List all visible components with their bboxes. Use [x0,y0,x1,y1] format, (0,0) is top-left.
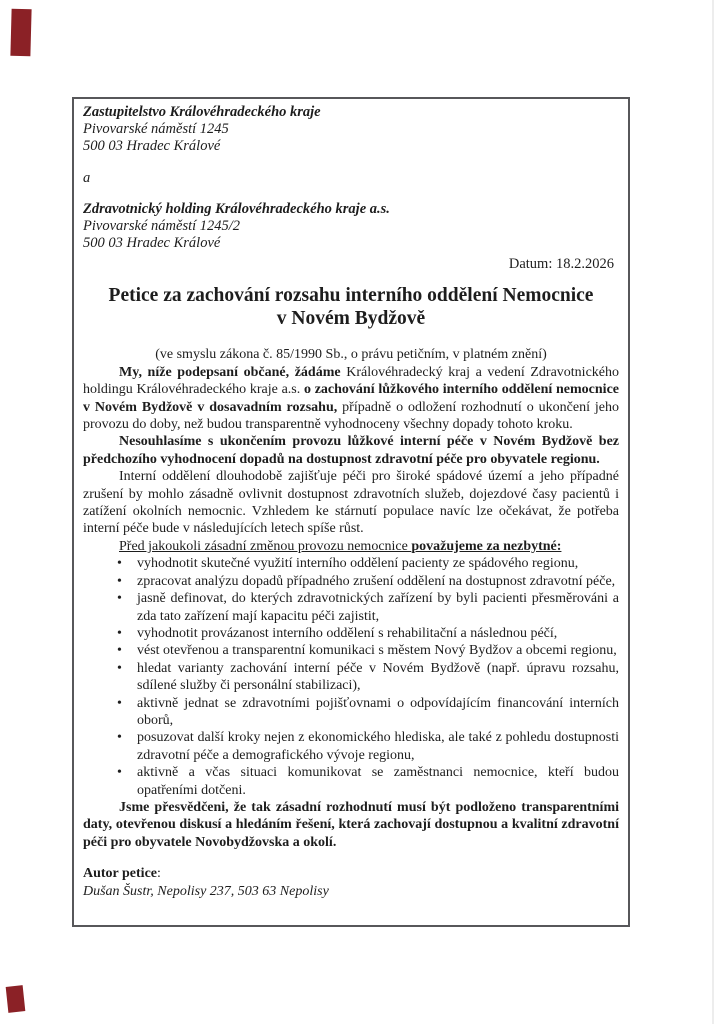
list-item: • jasně definovat, do kterých zdravotnických zařízení by byli pacienti přesměrováni a zda tato zařízení mají kapacitu péči zajistit, [83,590,619,625]
requirements-lead-bold: považujeme za nezbytné: [411,538,562,554]
recipient-conjunction: a [83,170,91,186]
requirements-lead-paragraph [83,538,619,555]
date-line: Datum: 18.2.2026 [508,256,614,272]
recipient1-city: 500 03 Hradec Králové [83,138,221,154]
recipient2-city: 500 03 Hradec Králové [83,235,221,251]
opening-bold-demand: o zachování lůžkového interního oddělení nemocnice v Novém Bydžově v dosavadním rozsahu, [83,382,620,415]
list-item: • vést otevřenou a transparentní komunikaci s městem Nový Bydžov a obcemi regionu, [83,642,619,659]
list-item: • aktivně a včas situaci komunikovat se zaměstnanci nemocnice, kteří budou opatřeními dotčeni. [83,764,619,799]
petition-title-line2: v Novém Bydžově [276,308,426,330]
closing-paragraph: Jsme přesvědčeni, že tak zásadní rozhodnutí musí být podloženo transparentními daty, otevřenou diskusí a hledáním řešení, která zachovají dostupnou a kvalitní zdravotní péči pro obyvatele Novobydžovska a okolí. [83,799,619,850]
document-content [83,104,619,900]
recipient1-name: Zastupitelstvo Královéhradeckého kraje [83,104,321,120]
list-item: • aktivně jednat se zdravotními pojišťovnami o odpovídajícím financování interních oborů, [83,695,619,730]
context-paragraph: Interní oddělení dlouhodobě zajišťuje péči pro široké spádové území a jeho případné zrušení by mohlo zásadně ovlivnit dostupnost zdravotních služeb, dojezdové časy pacientů i zatížení okolních nemocnic. Vzhledem ke stárnutí populace navíc lze očekávat, že potřeba interní péče bude v následujících letech spíše růst. [83,469,619,537]
opening-bold-lead: My, níže podepsaní občané, žádáme [119,364,341,380]
redaction-mark-bottom-left [6,985,26,1013]
list-item: • vyhodnotit provázanost interního oddělení s rehabilitační a následnou péčí, [83,625,619,642]
redaction-mark-top-left [10,9,31,57]
petition-title [83,284,619,330]
document-border-frame [72,97,630,927]
requirements-underlined [119,539,561,554]
author-label-colon: : [157,866,161,882]
opening-text-2: případně o odložení rozhodnutí o ukončení jeho provozu do doby, než budou transparentně vyhodnoceny všechny dopady tohoto kroku. [83,399,619,433]
recipient-block-2 [83,201,619,252]
author-label-line [83,865,619,882]
list-item: • zpracovat analýzu dopadů případného zrušení oddělení na dostupnost zdravotní péče, [83,573,619,590]
opening-paragraph [83,364,619,434]
recipient-block-1 [83,104,619,155]
recipient1-street: Pivovarské náměstí 1245 [83,121,229,137]
disagreement-paragraph: Nesouhlasíme s ukončením provozu lůžkové interní péče v Novém Bydžově bez předchozího vyhodnocení dopadů na dostupnost zdravotní péče pro obyvatele regionu. [83,434,619,467]
author-label: Autor petice [83,866,157,882]
requirements-lead-text: Před jakoukoli zásadní změnou provozu nemocnice [119,538,412,554]
scan-edge-line [712,0,714,1024]
list-item: • posuzovat další kroky nejen z ekonomického hlediska, ale také z pohledu dostupnosti zdravotní péče a demografického vývoje regionu, [83,729,619,764]
opening-text-1: Královéhradecký kraj a vedení Zdravotnického holdingu Královéhradeckého kraje a.s. [83,364,620,398]
recipient2-name: Zdravotnický holding Královéhradeckého kraje a.s. [83,201,390,217]
requirements-list [83,555,619,799]
recipient2-street: Pivovarské náměstí 1245/2 [83,218,241,234]
petition-title-line1: Petice za zachování rozsahu interního oddělení Nemocnice [108,285,594,307]
list-item: • vyhodnotit skutečné využití interního oddělení pacienty ze spádového regionu, [83,555,619,572]
petition-subtitle: (ve smyslu zákona č. 85/1990 Sb., o právu petičním, v platném znění) [155,347,547,363]
list-item: • hledat varianty zachování interní péče v Novém Bydžově (např. úpravu rozsahu, sdílené služby či personální stabilizaci), [83,660,619,695]
author-value: Dušan Šustr, Nepolisy 237, 503 63 Nepolisy [83,883,329,899]
